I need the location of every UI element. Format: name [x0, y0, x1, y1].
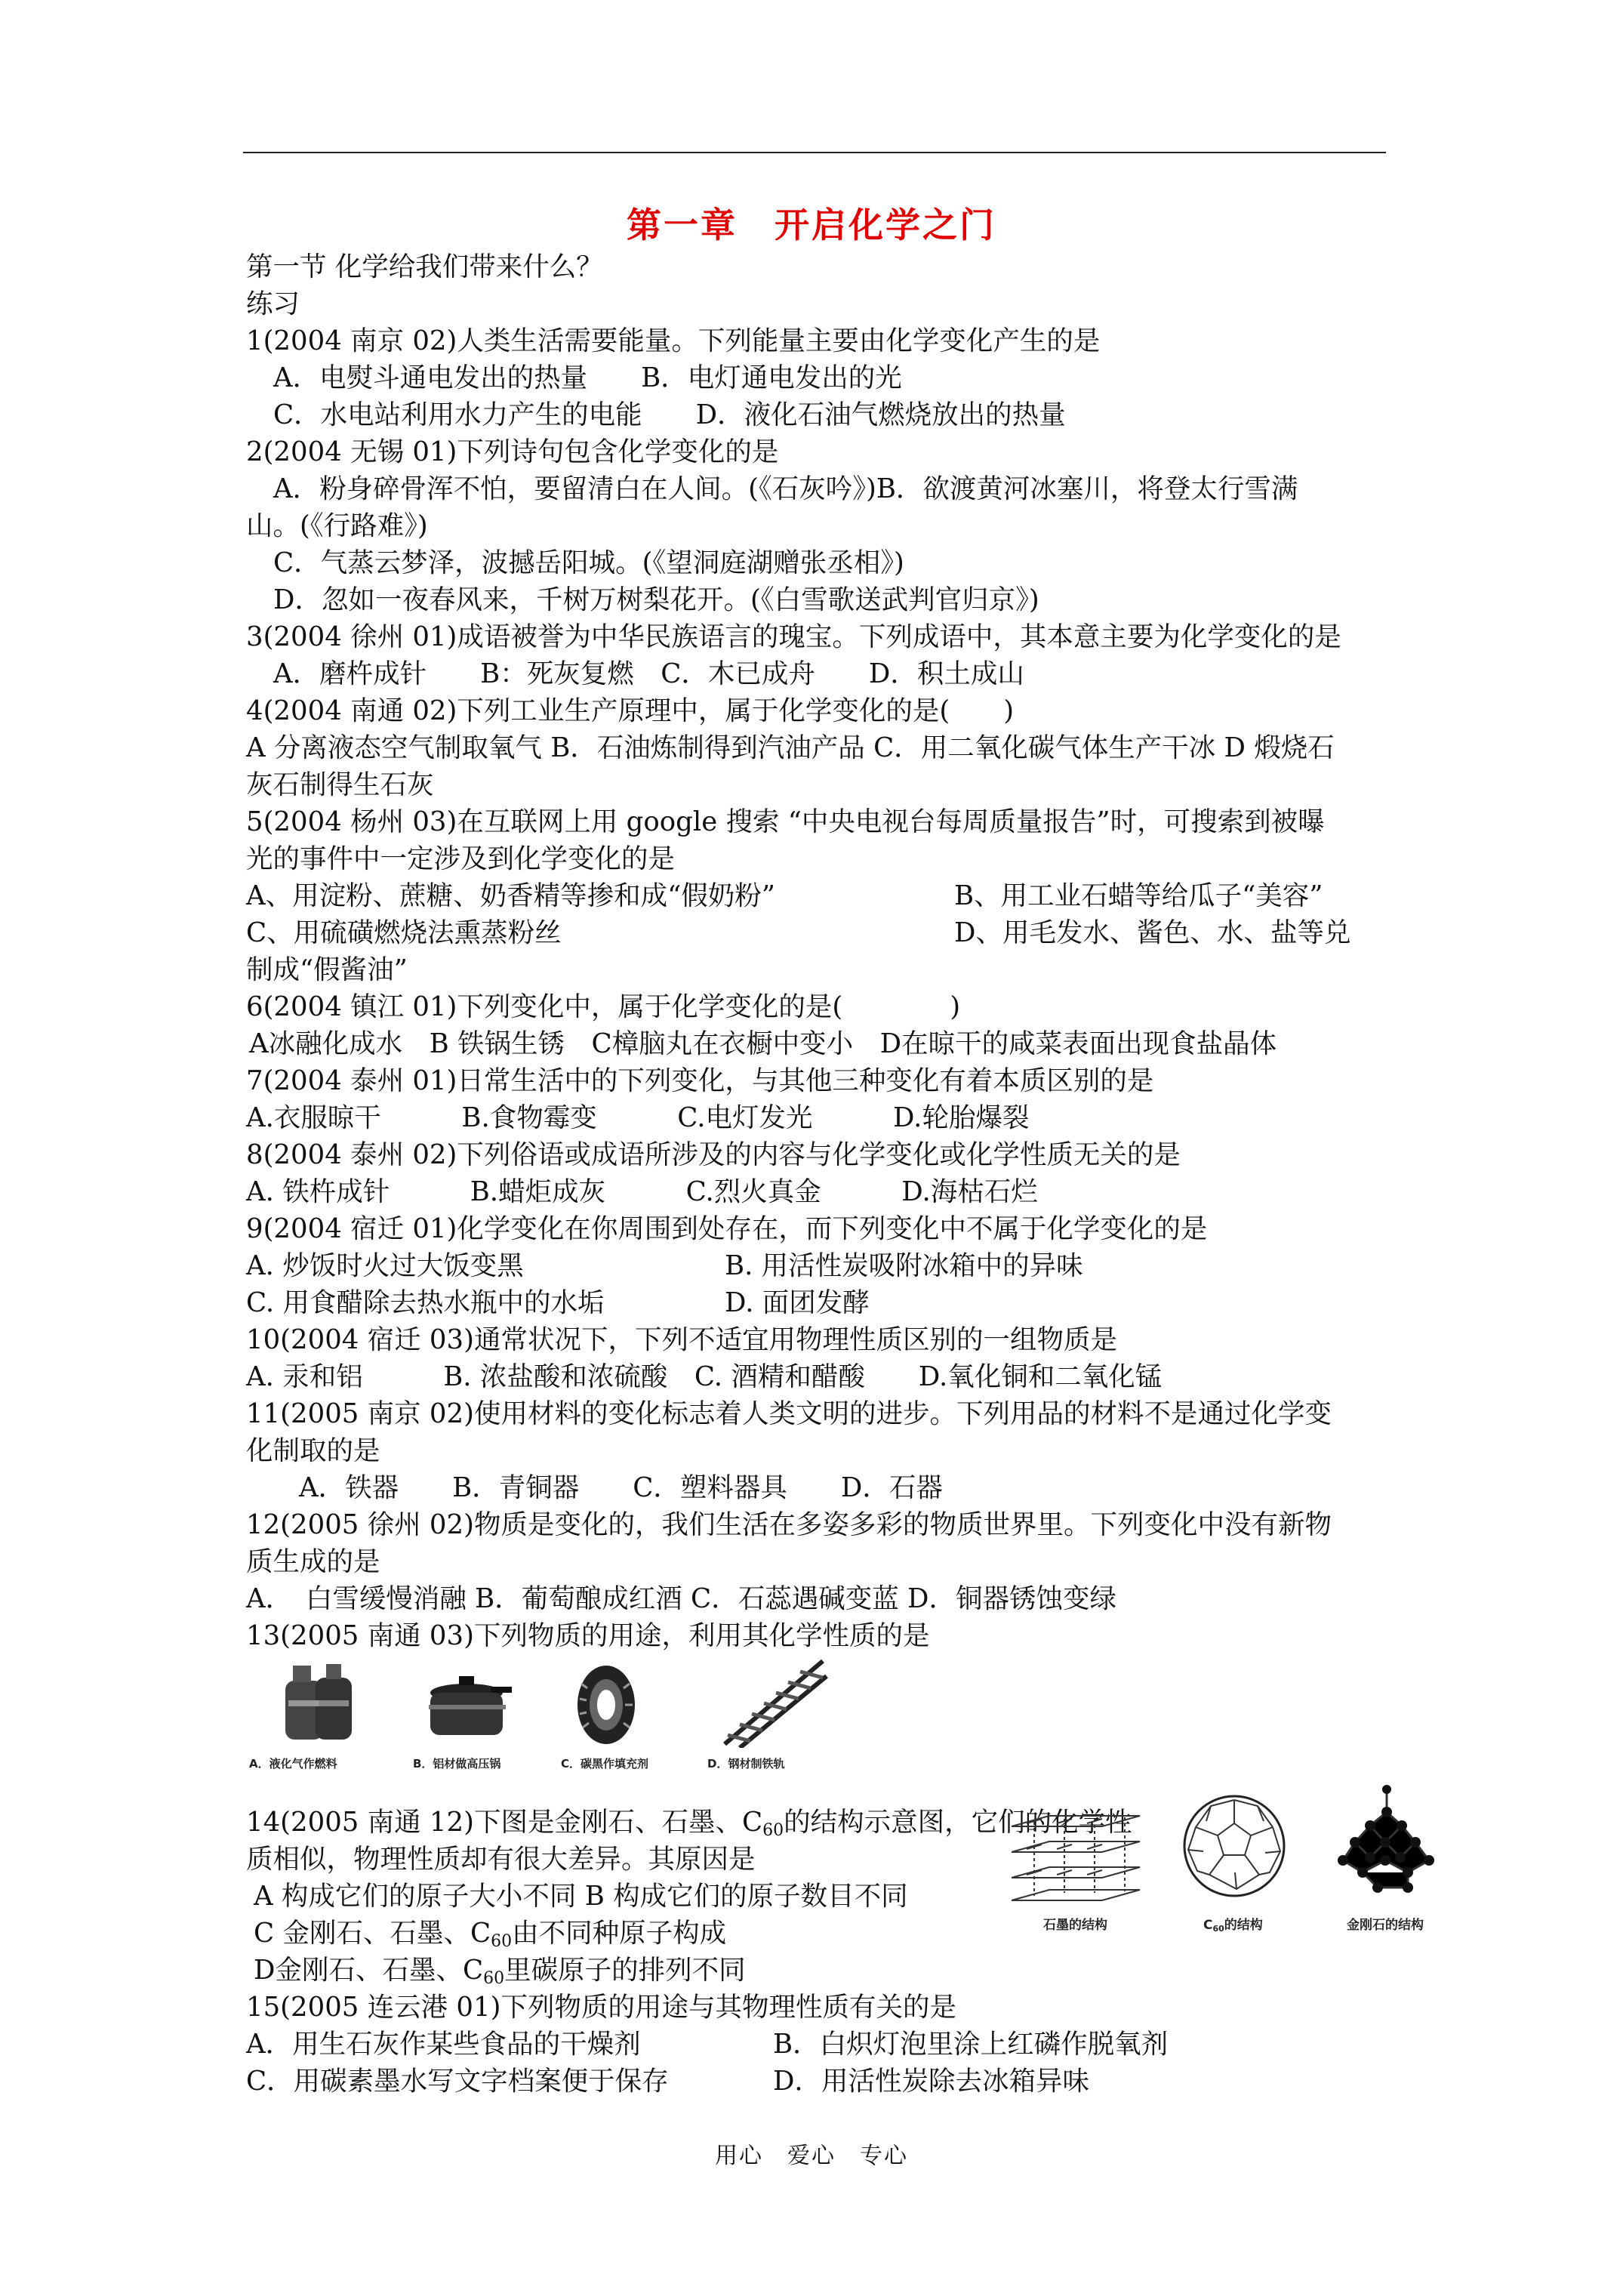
page-footer: 用心 爱心 专心	[715, 2143, 908, 2169]
question-5-option-d: D、用毛发水、酱色、水、盐等兑	[954, 917, 1351, 948]
question-10: 10(2004 宿迁 03)通常状况下，下列不适宜用物理性质区别的一组物质是	[246, 1324, 1117, 1355]
question-6: 6(2004 镇江 01)下列变化中，属于化学变化的是( )	[246, 991, 961, 1022]
question-9-option-a: A. 炒饭时火过大饭变黑	[246, 1250, 524, 1281]
question-5: 5(2004 杨州 03)在互联网上用 google 搜索 “中央电视台每周质量报告”时，可搜索到被曝	[246, 806, 1325, 837]
question-4-options-cont: 灰石制得生石灰	[246, 769, 434, 800]
gas-cylinder-figure	[275, 1655, 362, 1746]
header-rule	[243, 152, 1386, 153]
c60-structure-figure	[1178, 1789, 1291, 1903]
question-14	[246, 1806, 1132, 1839]
question-12-cont: 质生成的是	[246, 1546, 380, 1577]
question-12-options: A． 白雪缓慢消融 B．葡萄酿成红酒 C．石蕊遇碱变蓝 D．铜器锈蚀变绿	[246, 1583, 1116, 1614]
question-15-option-b: B．白炽灯泡里涂上红磷作脱氧剂	[773, 2029, 1169, 2060]
question-12: 12(2005 徐州 02)物质是变化的，我们生活在多姿多彩的物质世界里。下列变化中没有新物	[246, 1509, 1332, 1540]
question-2-option-ab-cont: 山。(《行路难》)	[246, 510, 428, 541]
question-8: 8(2004 泰州 02)下列俗语或成语所涉及的内容与化学变化或化学性质无关的是	[246, 1139, 1181, 1170]
question-5-option-c: C、用硫磺燃烧法熏蒸粉丝	[246, 917, 562, 948]
question-2-option-ab: A．粉身碎骨浑不怕，要留清白在人间。(《石灰吟》)B．欲渡黄河冰塞川，将登太行雪满	[273, 473, 1298, 504]
figure-caption-b: B．铝材做高压锅	[413, 1757, 501, 1771]
rail-track-figure	[717, 1653, 830, 1748]
question-14-option-c-post: 由不同种原子构成	[512, 1918, 727, 1949]
c60-subscript: 60	[762, 1821, 784, 1840]
pressure-cooker-figure	[423, 1670, 513, 1746]
question-5-option-a: A、用淀粉、蔗糖、奶香精等掺和成“假奶粉”	[246, 880, 775, 911]
question-9-option-c: C. 用食醋除去热水瓶中的水垢	[246, 1287, 605, 1318]
question-2: 2(2004 无锡 01)下列诗句包含化学变化的是	[246, 436, 779, 467]
question-5-option-b: B、用工业石蜡等给瓜子“美容”	[954, 880, 1323, 911]
question-7-options: A.衣服晾干 B.食物霉变 C.电灯发光 D.轮胎爆裂	[246, 1102, 1030, 1133]
diamond-caption: 金刚石的结构	[1347, 1918, 1424, 1933]
c60-caption-subscript: 60	[1212, 1924, 1224, 1934]
question-15-option-d: D．用活性炭除去冰箱异味	[773, 2066, 1089, 2097]
question-8-options: A. 铁杵成针 B.蜡炬成灰 C.烈火真金 D.海枯石烂	[246, 1176, 1038, 1207]
graphite-structure-figure	[1004, 1808, 1147, 1906]
question-7: 7(2004 泰州 01)日常生活中的下列变化，与其他三种变化有着本质区别的是	[246, 1065, 1154, 1096]
question-14-option-d	[254, 1954, 746, 1987]
question-1-options-ab: A．电熨斗通电发出的热量 B．电灯通电发出的光	[273, 362, 902, 393]
question-9: 9(2004 宿迁 01)化学变化在你周围到处存在，而下列变化中不属于化学变化的是	[246, 1213, 1208, 1244]
c60-subscript: 60	[483, 1969, 505, 1988]
question-15: 15(2005 连云港 01)下列物质的用途与其物理性质有关的是	[246, 1992, 956, 2023]
question-11: 11(2005 南京 02)使用材料的变化标志着人类文明的进步。下列用品的材料不是通过化学变	[246, 1398, 1332, 1429]
figure-caption-d: D．钢材制铁轨	[707, 1757, 785, 1771]
graphite-caption: 石墨的结构	[1043, 1918, 1107, 1933]
question-4-options: A 分离液态空气制取氧气 B．石油炼制得到汽油产品 C．用二氧化碳气体生产干冰 D 煅烧石	[246, 732, 1335, 763]
question-4: 4(2004 南通 02)下列工业生产原理中，属于化学变化的是( )	[246, 695, 1015, 726]
question-2-option-d: D．忽如一夜春风来，千树万树梨花开。(《白雪歌送武判官归京》)	[273, 584, 1039, 615]
tire-figure	[572, 1661, 640, 1748]
question-14-option-d-post: 里碳原子的排列不同	[504, 1955, 746, 1986]
question-14-option-ab: A 构成它们的原子大小不同 B 构成它们的原子数目不同	[254, 1881, 908, 1912]
question-3-options: A．磨杵成针 B：死灰复燃 C．木已成舟 D．积土成山	[273, 658, 1024, 689]
c60-subscript: 60	[491, 1932, 513, 1951]
question-5-cont: 光的事件中一定涉及到化学变化的是	[246, 843, 676, 874]
question-1: 1(2004 南京 02)人类生活需要能量。下列能量主要由化学变化产生的是	[246, 325, 1101, 356]
c60-caption-post: 的结构	[1224, 1918, 1263, 1933]
question-14-text-pre: 14(2005 南通 12)下图是金刚石、石墨、C	[246, 1807, 763, 1838]
figure-caption-a: A．液化气作燃料	[249, 1757, 337, 1771]
question-15-option-a: A．用生石灰作某些食品的干燥剂	[246, 2029, 641, 2060]
figure-caption-c: C．碳黑作填充剂	[561, 1757, 649, 1771]
question-2-option-c: C．气蒸云梦泽，波撼岳阳城。(《望洞庭湖赠张丞相》)	[273, 547, 904, 578]
question-13: 13(2005 南通 03)下列物质的用途，利用其化学性质的是	[246, 1620, 930, 1651]
question-14-option-c-pre: C 金刚石、石墨、C	[254, 1918, 491, 1949]
question-9-option-b: B. 用活性炭吸附冰箱中的异味	[725, 1250, 1083, 1281]
question-1-options-cd: C．水电站利用水力产生的电能 D．液化石油气燃烧放出的热量	[273, 399, 1066, 430]
question-9-option-d: D. 面团发酵	[725, 1287, 870, 1318]
question-11-options: A．铁器 B．青铜器 C．塑料器具 D．石器	[299, 1472, 943, 1503]
question-14-option-d-pre: D金刚石、石墨、C	[254, 1955, 484, 1986]
question-14-cont: 质相似，物理性质却有很大差异。其原因是	[246, 1844, 756, 1875]
question-10-options: A. 汞和铝 B. 浓盐酸和浓硫酸 C. 酒精和醋酸 D.氧化铜和二氧化锰	[246, 1361, 1163, 1392]
question-3: 3(2004 徐州 01)成语被誉为中华民族语言的瑰宝。下列成语中，其本意主要为化学变化的是	[246, 621, 1341, 652]
c60-caption-pre: C	[1203, 1918, 1213, 1933]
diamond-structure-figure	[1332, 1782, 1446, 1903]
question-6-options: A冰融化成水 B 铁锅生锈 C樟脑丸在衣橱中变小 D在晾干的咸菜表面出现食盐晶体	[249, 1028, 1277, 1059]
question-5-option-d-cont: 制成“假酱油”	[246, 954, 408, 985]
c60-caption	[1203, 1914, 1263, 1933]
chapter-title: 第一章 开启化学之门	[627, 205, 996, 245]
question-11-cont: 化制取的是	[246, 1435, 380, 1466]
question-14-text-post: 的结构示意图，它们的化学性	[784, 1807, 1132, 1838]
question-14-option-c	[254, 1917, 726, 1950]
question-15-option-c: C．用碳素墨水写文字档案便于保存	[246, 2066, 669, 2097]
practice-label: 练习	[246, 288, 300, 319]
section-heading: 第一节 化学给我们带来什么？	[246, 251, 603, 282]
